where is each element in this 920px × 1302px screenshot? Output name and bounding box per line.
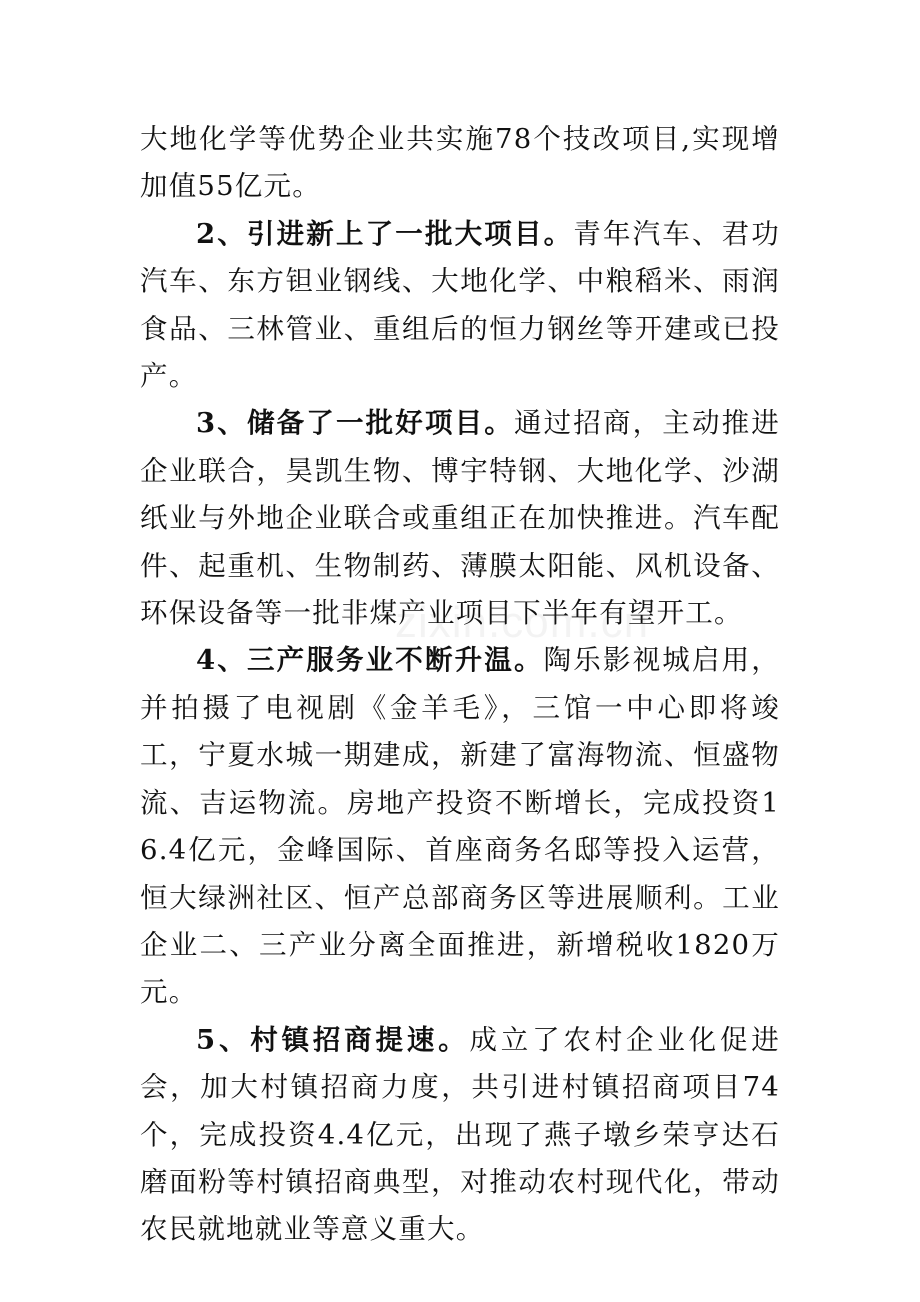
paragraph-text: 大地化学等优势企业共实施78个技改项目,实现增加值55亿元。: [140, 123, 780, 203]
paragraph-new-projects: [140, 211, 780, 401]
document-body: [140, 116, 780, 1254]
paragraph-service-industry: [140, 637, 780, 1016]
paragraph-text: 成立了农村企业化促进会，加大村镇招商力度，共引进村镇招商项目74个，完成投资4.4亿元，出现了燕子墩乡荣亨达石磨面粉等村镇招商典型，对推动农村现代化，带动农民就地就业等意义重大。: [140, 1023, 780, 1246]
paragraph-village-investment: [140, 1017, 780, 1254]
paragraph-text: 通过招商，主动推进企业联合，昊凯生物、博宇特钢、大地化学、沙湖纸业与外地企业联合或重组正在加快推进。汽车配件、起重机、生物制药、薄膜太阳能、风机设备、环保设备等一批非煤产业项目下半年有望开工。: [140, 407, 780, 630]
paragraph-heading: 3、储备了一批好项目。: [196, 407, 514, 440]
paragraph-text: 陶乐影视城启用，并拍摄了电视剧《金羊毛》，三馆一中心即将竣工，宁夏水城一期建成，新建了富海物流、恒盛物流、吉运物流。房地产投资不断增长，完成投资16.4亿元，金峰国际、首座商务名邸等投入运营，恒大绿洲社区、恒产总部商务区等进展顺利。工业企业二、三产业分离全面推进，新增税收1820万元。: [140, 644, 780, 1009]
paragraph-heading: 2、引进新上了一批大项目。: [196, 217, 574, 250]
paragraph-text: 青年汽车、君功汽车、东方钽业钢线、大地化学、中粮稻米、雨润食品、三林管业、重组后的恒力钢丝等开建或已投产。: [140, 217, 780, 393]
paragraph-reserve-projects: [140, 400, 780, 637]
paragraph-heading: 4、三产服务业不断升温。: [196, 644, 544, 677]
paragraph-continuation: [140, 116, 780, 211]
paragraph-heading: 5、村镇招商提速。: [196, 1023, 470, 1056]
